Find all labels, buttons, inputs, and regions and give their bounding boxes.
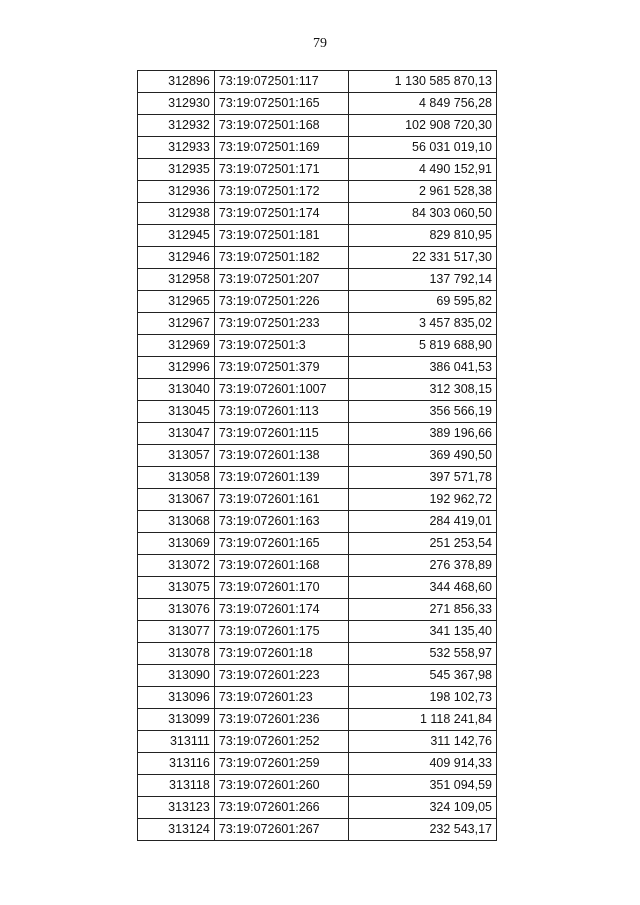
record-number-cell: 313077 — [138, 621, 215, 643]
record-number-cell: 313072 — [138, 555, 215, 577]
cadastral-number-cell: 73:19:072501:226 — [214, 291, 348, 313]
record-number-cell: 312946 — [138, 247, 215, 269]
cadastral-value-cell: 369 490,50 — [349, 445, 497, 467]
record-number-cell: 313045 — [138, 401, 215, 423]
cadastral-value-cell: 397 571,78 — [349, 467, 497, 489]
record-number-cell: 312896 — [138, 71, 215, 93]
record-number-cell: 312945 — [138, 225, 215, 247]
cadastral-number-cell: 73:19:072601:267 — [214, 819, 348, 841]
cadastral-number-cell: 73:19:072601:113 — [214, 401, 348, 423]
cadastral-number-cell: 73:19:072601:18 — [214, 643, 348, 665]
cadastral-value-cell: 389 196,66 — [349, 423, 497, 445]
record-number-cell: 313123 — [138, 797, 215, 819]
record-number-cell: 312967 — [138, 313, 215, 335]
cadastral-number-cell: 73:19:072601:252 — [214, 731, 348, 753]
cadastral-value-cell: 22 331 517,30 — [349, 247, 497, 269]
table-row — [138, 511, 497, 533]
cadastral-number-cell: 73:19:072601:260 — [214, 775, 348, 797]
record-number-cell: 313058 — [138, 467, 215, 489]
table-row — [138, 555, 497, 577]
cadastral-number-cell: 73:19:072501:172 — [214, 181, 348, 203]
record-number-cell: 313068 — [138, 511, 215, 533]
cadastral-number-cell: 73:19:072501:3 — [214, 335, 348, 357]
cadastral-value-cell: 351 094,59 — [349, 775, 497, 797]
record-number-cell: 312933 — [138, 137, 215, 159]
cadastral-value-cell: 312 308,15 — [349, 379, 497, 401]
cadastral-value-cell: 545 367,98 — [349, 665, 497, 687]
cadastral-value-cell: 829 810,95 — [349, 225, 497, 247]
record-number-cell: 312932 — [138, 115, 215, 137]
table-row — [138, 423, 497, 445]
record-number-cell: 312996 — [138, 357, 215, 379]
record-number-cell: 313076 — [138, 599, 215, 621]
table-row — [138, 467, 497, 489]
table-row — [138, 379, 497, 401]
cadastral-value-cell: 102 908 720,30 — [349, 115, 497, 137]
cadastral-number-cell: 73:19:072601:174 — [214, 599, 348, 621]
record-number-cell: 313111 — [138, 731, 215, 753]
cadastral-number-cell: 73:19:072501:168 — [214, 115, 348, 137]
cadastral-value-cell: 386 041,53 — [349, 357, 497, 379]
cadastral-value-cell: 344 468,60 — [349, 577, 497, 599]
cadastral-number-cell: 73:19:072501:379 — [214, 357, 348, 379]
record-number-cell: 313057 — [138, 445, 215, 467]
cadastral-value-cell: 341 135,40 — [349, 621, 497, 643]
table-row — [138, 225, 497, 247]
record-number-cell: 312965 — [138, 291, 215, 313]
table-row — [138, 181, 497, 203]
record-number-cell: 313067 — [138, 489, 215, 511]
cadastral-value-cell: 356 566,19 — [349, 401, 497, 423]
cadastral-number-cell: 73:19:072601:161 — [214, 489, 348, 511]
cadastral-number-cell: 73:19:072601:236 — [214, 709, 348, 731]
record-number-cell: 313099 — [138, 709, 215, 731]
record-number-cell: 313078 — [138, 643, 215, 665]
record-number-cell: 313116 — [138, 753, 215, 775]
table-row — [138, 313, 497, 335]
record-number-cell: 312930 — [138, 93, 215, 115]
table-row — [138, 93, 497, 115]
cadastral-value-cell: 251 253,54 — [349, 533, 497, 555]
record-number-cell: 312938 — [138, 203, 215, 225]
record-number-cell: 313040 — [138, 379, 215, 401]
table-row — [138, 137, 497, 159]
table-row — [138, 687, 497, 709]
cadastral-value-cell: 409 914,33 — [349, 753, 497, 775]
cadastral-value-cell: 311 142,76 — [349, 731, 497, 753]
cadastral-value-cell: 284 419,01 — [349, 511, 497, 533]
cadastral-number-cell: 73:19:072601:266 — [214, 797, 348, 819]
table-row — [138, 643, 497, 665]
cadastral-number-cell: 73:19:072601:175 — [214, 621, 348, 643]
cadastral-value-cell: 1 130 585 870,13 — [349, 71, 497, 93]
cadastral-number-cell: 73:19:072601:165 — [214, 533, 348, 555]
table-row — [138, 269, 497, 291]
cadastral-value-cell: 3 457 835,02 — [349, 313, 497, 335]
cadastral-value-cell: 69 595,82 — [349, 291, 497, 313]
record-number-cell: 313124 — [138, 819, 215, 841]
cadastral-number-cell: 73:19:072501:207 — [214, 269, 348, 291]
cadastral-number-cell: 73:19:072501:117 — [214, 71, 348, 93]
page-number: 79 — [313, 36, 327, 51]
table-row — [138, 247, 497, 269]
table-row — [138, 115, 497, 137]
cadastral-value-cell: 532 558,97 — [349, 643, 497, 665]
cadastral-number-cell: 73:19:072601:170 — [214, 577, 348, 599]
cadastral-number-cell: 73:19:072601:115 — [214, 423, 348, 445]
record-number-cell: 313075 — [138, 577, 215, 599]
cadastral-value-table — [137, 70, 497, 841]
table-row — [138, 731, 497, 753]
table-row — [138, 335, 497, 357]
table-row — [138, 753, 497, 775]
cadastral-value-cell: 276 378,89 — [349, 555, 497, 577]
cadastral-number-cell: 73:19:072601:259 — [214, 753, 348, 775]
table-row — [138, 709, 497, 731]
cadastral-number-cell: 73:19:072501:174 — [214, 203, 348, 225]
record-number-cell: 313118 — [138, 775, 215, 797]
cadastral-number-cell: 73:19:072501:233 — [214, 313, 348, 335]
cadastral-number-cell: 73:19:072501:181 — [214, 225, 348, 247]
table-row — [138, 599, 497, 621]
cadastral-number-cell: 73:19:072601:138 — [214, 445, 348, 467]
cadastral-value-cell: 232 543,17 — [349, 819, 497, 841]
cadastral-number-cell: 73:19:072601:1007 — [214, 379, 348, 401]
cadastral-number-cell: 73:19:072501:171 — [214, 159, 348, 181]
record-number-cell: 312958 — [138, 269, 215, 291]
record-number-cell: 313047 — [138, 423, 215, 445]
record-number-cell: 312969 — [138, 335, 215, 357]
cadastral-number-cell: 73:19:072601:168 — [214, 555, 348, 577]
table-row — [138, 819, 497, 841]
cadastral-value-cell: 4 490 152,91 — [349, 159, 497, 181]
cadastral-value-cell: 192 962,72 — [349, 489, 497, 511]
table-row — [138, 489, 497, 511]
cadastral-value-cell: 2 961 528,38 — [349, 181, 497, 203]
cadastral-value-cell: 1 118 241,84 — [349, 709, 497, 731]
cadastral-number-cell: 73:19:072601:23 — [214, 687, 348, 709]
cadastral-number-cell: 73:19:072501:169 — [214, 137, 348, 159]
cadastral-number-cell: 73:19:072601:139 — [214, 467, 348, 489]
cadastral-value-cell: 137 792,14 — [349, 269, 497, 291]
record-number-cell: 312936 — [138, 181, 215, 203]
cadastral-value-cell: 84 303 060,50 — [349, 203, 497, 225]
cadastral-number-cell: 73:19:072501:182 — [214, 247, 348, 269]
cadastral-number-cell: 73:19:072601:223 — [214, 665, 348, 687]
cadastral-value-cell: 5 819 688,90 — [349, 335, 497, 357]
cadastral-value-cell: 271 856,33 — [349, 599, 497, 621]
table-row — [138, 621, 497, 643]
table-row — [138, 445, 497, 467]
table-row — [138, 357, 497, 379]
table-row — [138, 577, 497, 599]
cadastral-number-cell: 73:19:072601:163 — [214, 511, 348, 533]
table-row — [138, 533, 497, 555]
table-row — [138, 203, 497, 225]
cadastral-value-cell: 56 031 019,10 — [349, 137, 497, 159]
cadastral-number-cell: 73:19:072501:165 — [214, 93, 348, 115]
cadastral-value-cell: 324 109,05 — [349, 797, 497, 819]
table-row — [138, 797, 497, 819]
table-row — [138, 71, 497, 93]
table-body — [138, 71, 497, 841]
record-number-cell: 313069 — [138, 533, 215, 555]
table-row — [138, 775, 497, 797]
record-number-cell: 313090 — [138, 665, 215, 687]
record-number-cell: 312935 — [138, 159, 215, 181]
table-row — [138, 665, 497, 687]
cadastral-value-cell: 198 102,73 — [349, 687, 497, 709]
record-number-cell: 313096 — [138, 687, 215, 709]
table-row — [138, 291, 497, 313]
table-row — [138, 401, 497, 423]
table-row — [138, 159, 497, 181]
cadastral-value-cell: 4 849 756,28 — [349, 93, 497, 115]
